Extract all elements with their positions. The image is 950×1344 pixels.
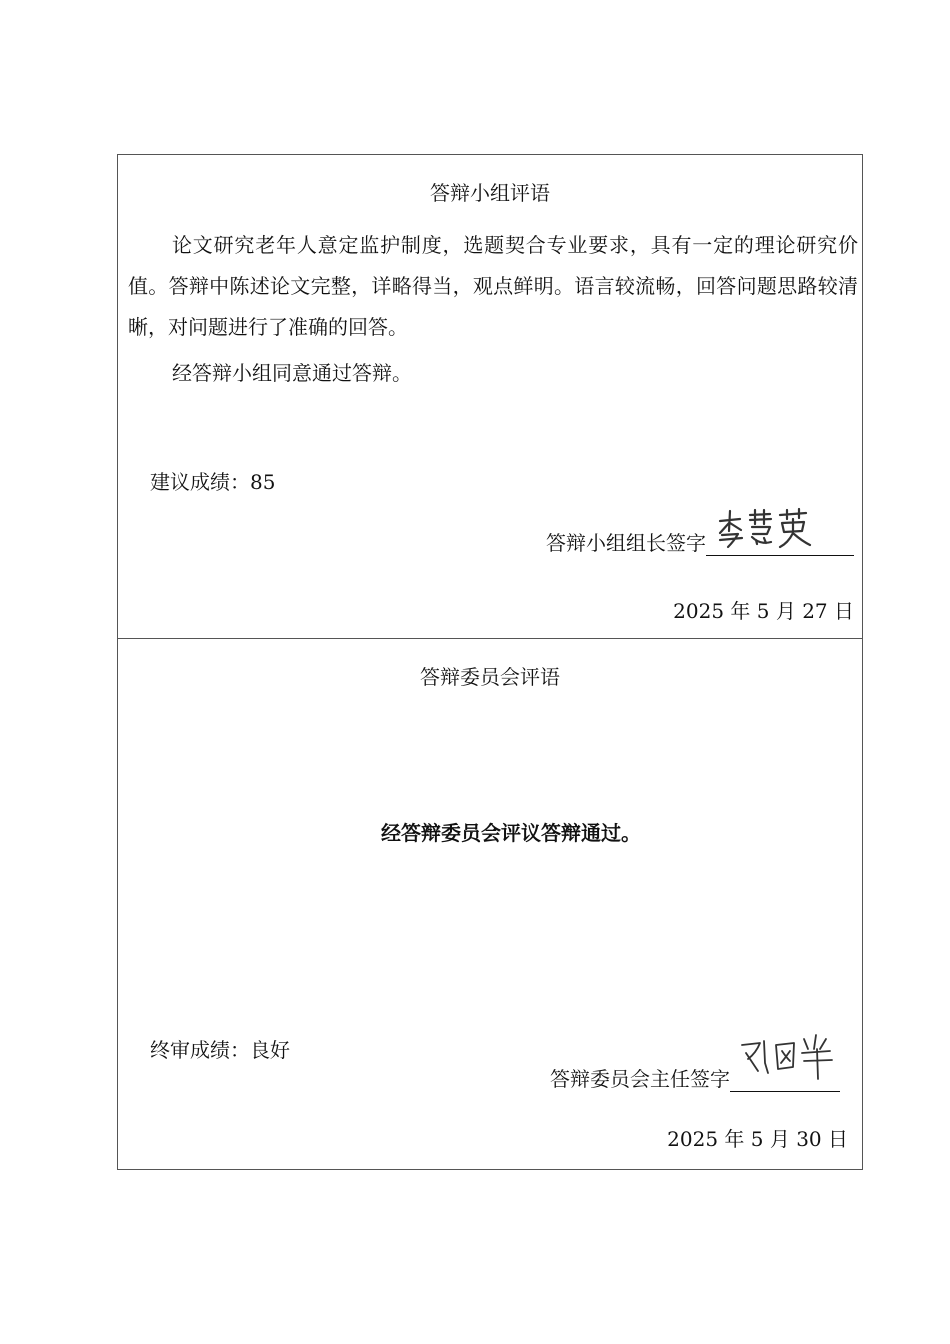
final-grade-value: 良好 — [250, 1038, 290, 1062]
committee-evaluation-section — [118, 639, 862, 1169]
suggested-grade-label: 建议成绩： — [150, 470, 250, 494]
group-date: 2025 年 5 月 27 日 — [673, 599, 854, 623]
suggested-grade-value: 85 — [250, 470, 276, 494]
suggested-grade — [150, 466, 275, 495]
group-leader-sign-row — [546, 527, 854, 556]
committee-chair-signature — [738, 1033, 838, 1083]
committee-section-title: 答辩委员会评语 — [420, 665, 560, 689]
evaluation-form — [117, 154, 863, 1170]
committee-chair-sign-label: 答辩委员会主任签字 — [550, 1067, 730, 1091]
group-evaluation-section — [118, 155, 862, 639]
group-leader-signature — [714, 507, 814, 551]
group-leader-sign-label: 答辩小组组长签字 — [546, 531, 706, 555]
group-conclusion: 经答辩小组同意通过答辩。 — [172, 361, 412, 385]
final-grade-label: 终审成绩： — [150, 1038, 250, 1062]
committee-comment-text: 经答辩委员会评议答辩通过。 — [381, 821, 641, 845]
group-section-title: 答辩小组评语 — [430, 181, 550, 205]
committee-chair-sign-row — [550, 1063, 840, 1092]
committee-chair-sign-line — [730, 1065, 840, 1092]
group-leader-sign-line — [706, 529, 854, 556]
group-comment-text: 论文研究老年人意定监护制度，选题契合专业要求，具有一定的理论研究价值。答辩中陈述论文完整，详略得当，观点鲜明。语言较流畅，回答问题思路较清晰，对问题进行了准确的回答。 — [128, 233, 858, 339]
final-grade — [150, 1034, 290, 1063]
committee-date: 2025 年 5 月 30 日 — [667, 1127, 848, 1151]
